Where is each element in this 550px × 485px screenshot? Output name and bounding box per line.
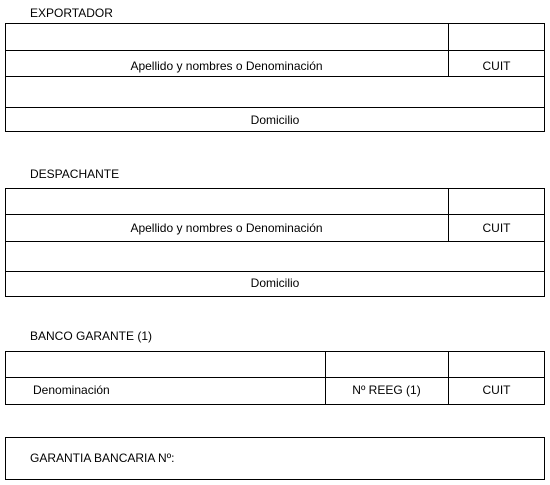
despachante-title: DESPACHANTE [30, 167, 120, 181]
despachante-cuit-field[interactable] [450, 189, 544, 213]
garantia-bancaria-number-field[interactable] [190, 440, 540, 476]
exportador-title: EXPORTADOR [30, 6, 113, 20]
banco-cuit-field[interactable] [450, 352, 544, 376]
banco-denominacion-label: Denominación [33, 383, 110, 397]
exportador-address-field[interactable] [6, 77, 544, 106]
banco-denominacion-field[interactable] [6, 352, 324, 376]
despachante-address-label: Domicilio [250, 276, 300, 290]
exportador-cuit-field[interactable] [450, 24, 544, 49]
garantia-bancaria-label: GARANTIA BANCARIA Nº: [30, 451, 175, 465]
exportador-address-label: Domicilio [250, 113, 300, 127]
despachante-name-field[interactable] [6, 189, 447, 213]
banco-garante-title: BANCO GARANTE (1) [30, 329, 153, 343]
banco-reeg-field[interactable] [327, 352, 447, 376]
divider [5, 214, 545, 215]
exportador-cuit-label: CUIT [482, 59, 511, 73]
exportador-name-label: Apellido y nombres o Denominación [130, 59, 323, 73]
divider [5, 271, 545, 272]
despachante-cuit-label: CUIT [482, 221, 511, 235]
divider [5, 377, 545, 378]
despachante-address-field[interactable] [6, 242, 544, 270]
banco-reeg-label: Nº REEG (1) [352, 383, 421, 397]
despachante-name-label: Apellido y nombres o Denominación [130, 221, 323, 235]
exportador-name-field[interactable] [6, 24, 447, 49]
divider [5, 107, 545, 108]
banco-cuit-label: CUIT [482, 383, 511, 397]
divider [5, 50, 545, 51]
